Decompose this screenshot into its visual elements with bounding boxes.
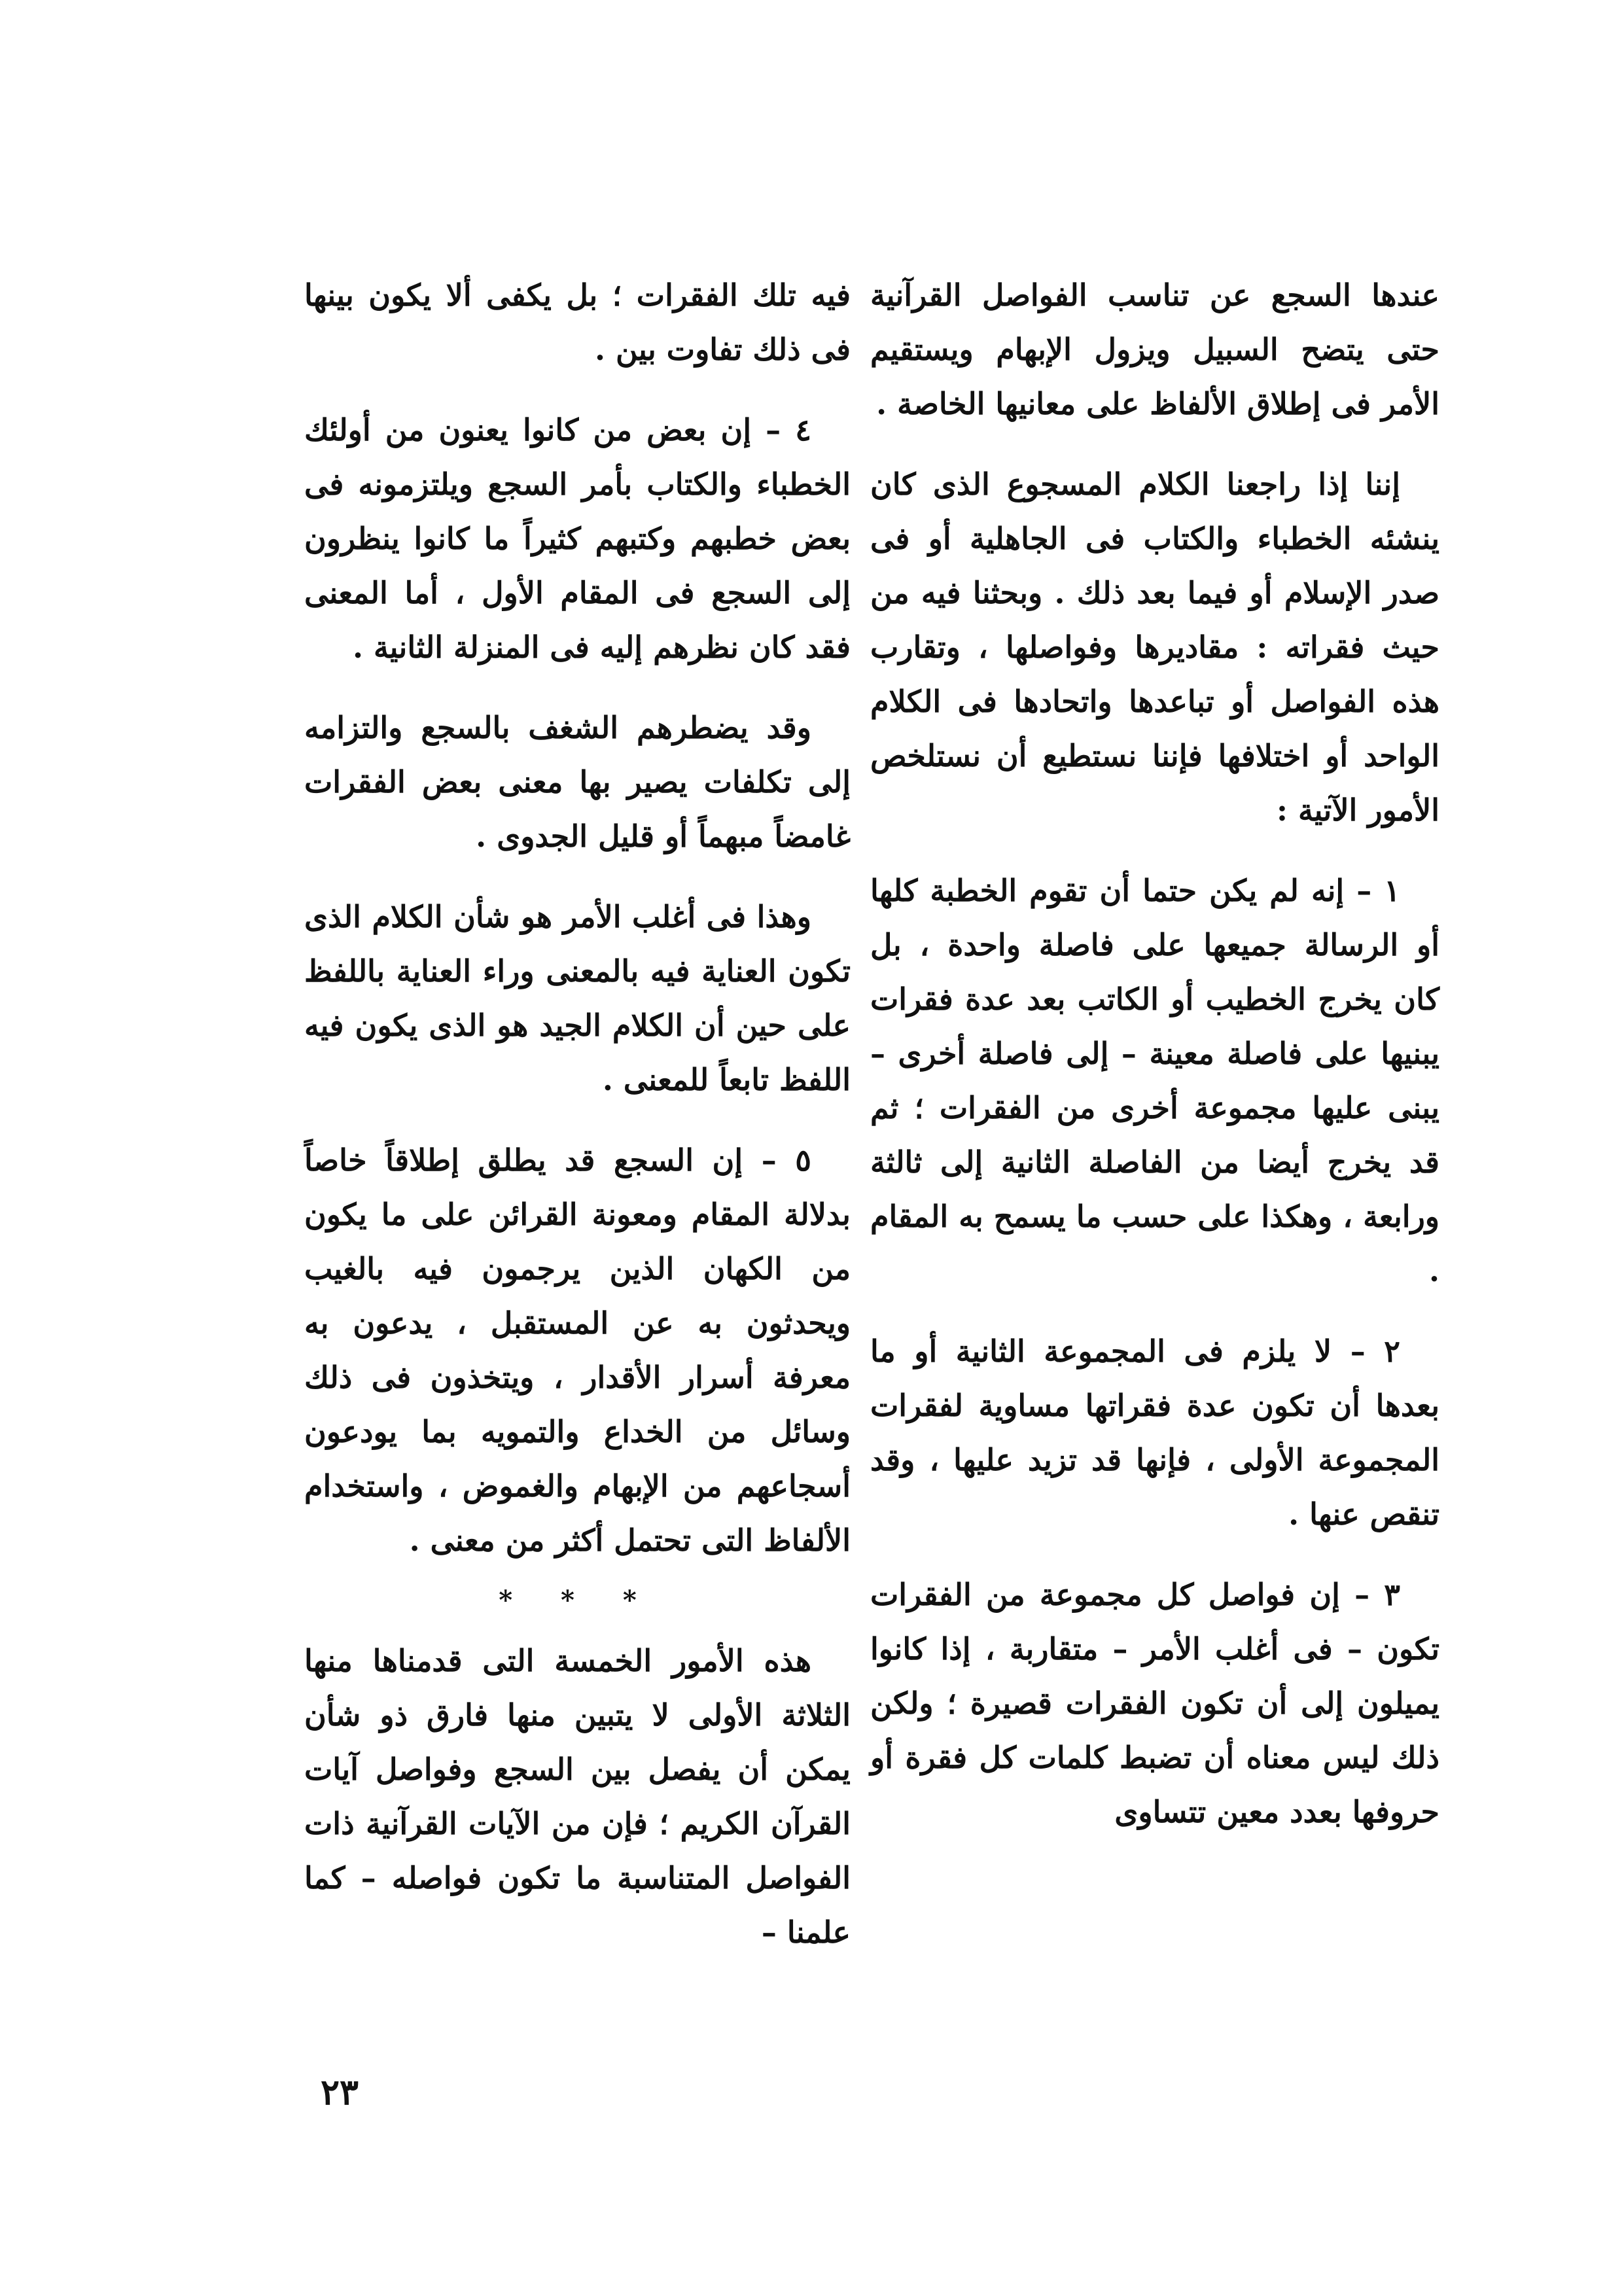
section-separator: * * * bbox=[499, 1585, 656, 1616]
left-paragraph-2: ٤ – إن بعض من كانوا يعنون من أولئك الخطباء والكتاب بأمر السجع ويلتزمونه فى بعض خطبهم وكتبهم كثيراً ما كانوا ينظرون إلى السجع فى المقام الأول ، أما المعنى فقد كان نظرهم إليه فى المنزلة الثانية . bbox=[304, 412, 851, 665]
right-paragraph-1: عندها السجع عن تناسب الفواصل القرآنية حتى يتضح السبيل ويزول الإبهام ويستقيم الأمر فى إطلاق الألفاظ على معانيها الخاصة . bbox=[870, 277, 1439, 421]
right-column bbox=[870, 268, 1439, 1839]
right-paragraph-4: ٢ – لا يلزم فى المجموعة الثانية أو ما بعدها أن تكون عدة فقراتها مساوية لفقرات المجموعة الأولى ، فإنها قد تزيد عليها ، وقد تنقص عنها . bbox=[870, 1333, 1439, 1532]
right-paragraph-2: إننا إذا راجعنا الكلام المسجوع الذى كان ينشئه الخطباء والكتاب فى الجاهلية أو فى صدر الإسلام أو فيما بعد ذلك . وبحثنا فيه من حيث فقراته : مقاديرها وفواصلها ، وتقارب هذه الفواصل أو تباعدها واتحادها فى الكلام الواحد أو اختلافها فإننا نستطيع أن نستلخص الأمور الآتية : bbox=[870, 467, 1439, 828]
left-column bbox=[304, 268, 851, 1960]
page-number: ٢٣ bbox=[321, 2071, 359, 2113]
left-paragraph-6: هذه الأمور الخمسة التى قدمناها منها الثلاثة الأولى لا يتبين منها فارق ذو شأن يمكن أن يفصل بين السجع وفواصل آيات القرآن الكريم ؛ فإن من الآيات القرآنية ذات الفواصل المتناسبة ما تكون فواصله – كما علمنا – bbox=[304, 1643, 851, 1950]
right-paragraph-5: ٣ – إن فواصل كل مجموعة من الفقرات تكون – فى أغلب الأمر – متقاربة ، إذا كانوا يميلون إلى أن تكون الفقرات قصيرة ؛ ولكن ذلك ليس معناه أن تضبط كلمات كل فقرة أو حروفها بعدد معين تتساوى bbox=[870, 1577, 1439, 1829]
right-paragraph-3: ١ – إنه لم يكن حتما أن تقوم الخطبة كلها أو الرسالة جميعها على فاصلة واحدة ، بل كان يخرج الخطيب أو الكاتب بعد عدة فقرات يبنيها على فاصلة معينة – إلى فاصلة أخرى – يبنى عليها مجموعة أخرى من الفقرات ؛ ثم قد يخرج أيضا من الفاصلة الثانية إلى ثالثة ورابعة ، وهكذا على حسب ما يسمح به المقام . bbox=[870, 873, 1439, 1288]
left-paragraph-5: ٥ – إن السجع قد يطلق إطلاقاً خاصاً بدلالة المقام ومعونة القرائن على ما يكون من الكهان الذين يرجمون فيه بالغيب ويحدثون به عن المستقبل ، يدعون به معرفة أسرار الأقدار ، ويتخذون فى ذلك وسائل من الخداع والتمويه بما يودعون أسجاعهم من الإبهام والغموض ، واستخدام الألفاظ التى تحتمل أكثر من معنى . bbox=[304, 1142, 851, 1558]
left-paragraph-3: وقد يضطرهم الشغف بالسجع والتزامه إلى تكلفات يصير بها معنى بعض الفقرات غامضاً مبهماً أو قليل الجدوى . bbox=[304, 710, 851, 854]
left-paragraph-1: فيه تلك الفقرات ؛ بل يكفى ألا يكون بينها فى ذلك تفاوت بين . bbox=[304, 277, 851, 367]
left-paragraph-4: وهذا فى أغلب الأمر هو شأن الكلام الذى تكون العناية فيه بالمعنى وراء العناية باللفظ على حين أن الكلام الجيد هو الذى يكون فيه اللفظ تابعاً للمعنى . bbox=[304, 899, 851, 1097]
